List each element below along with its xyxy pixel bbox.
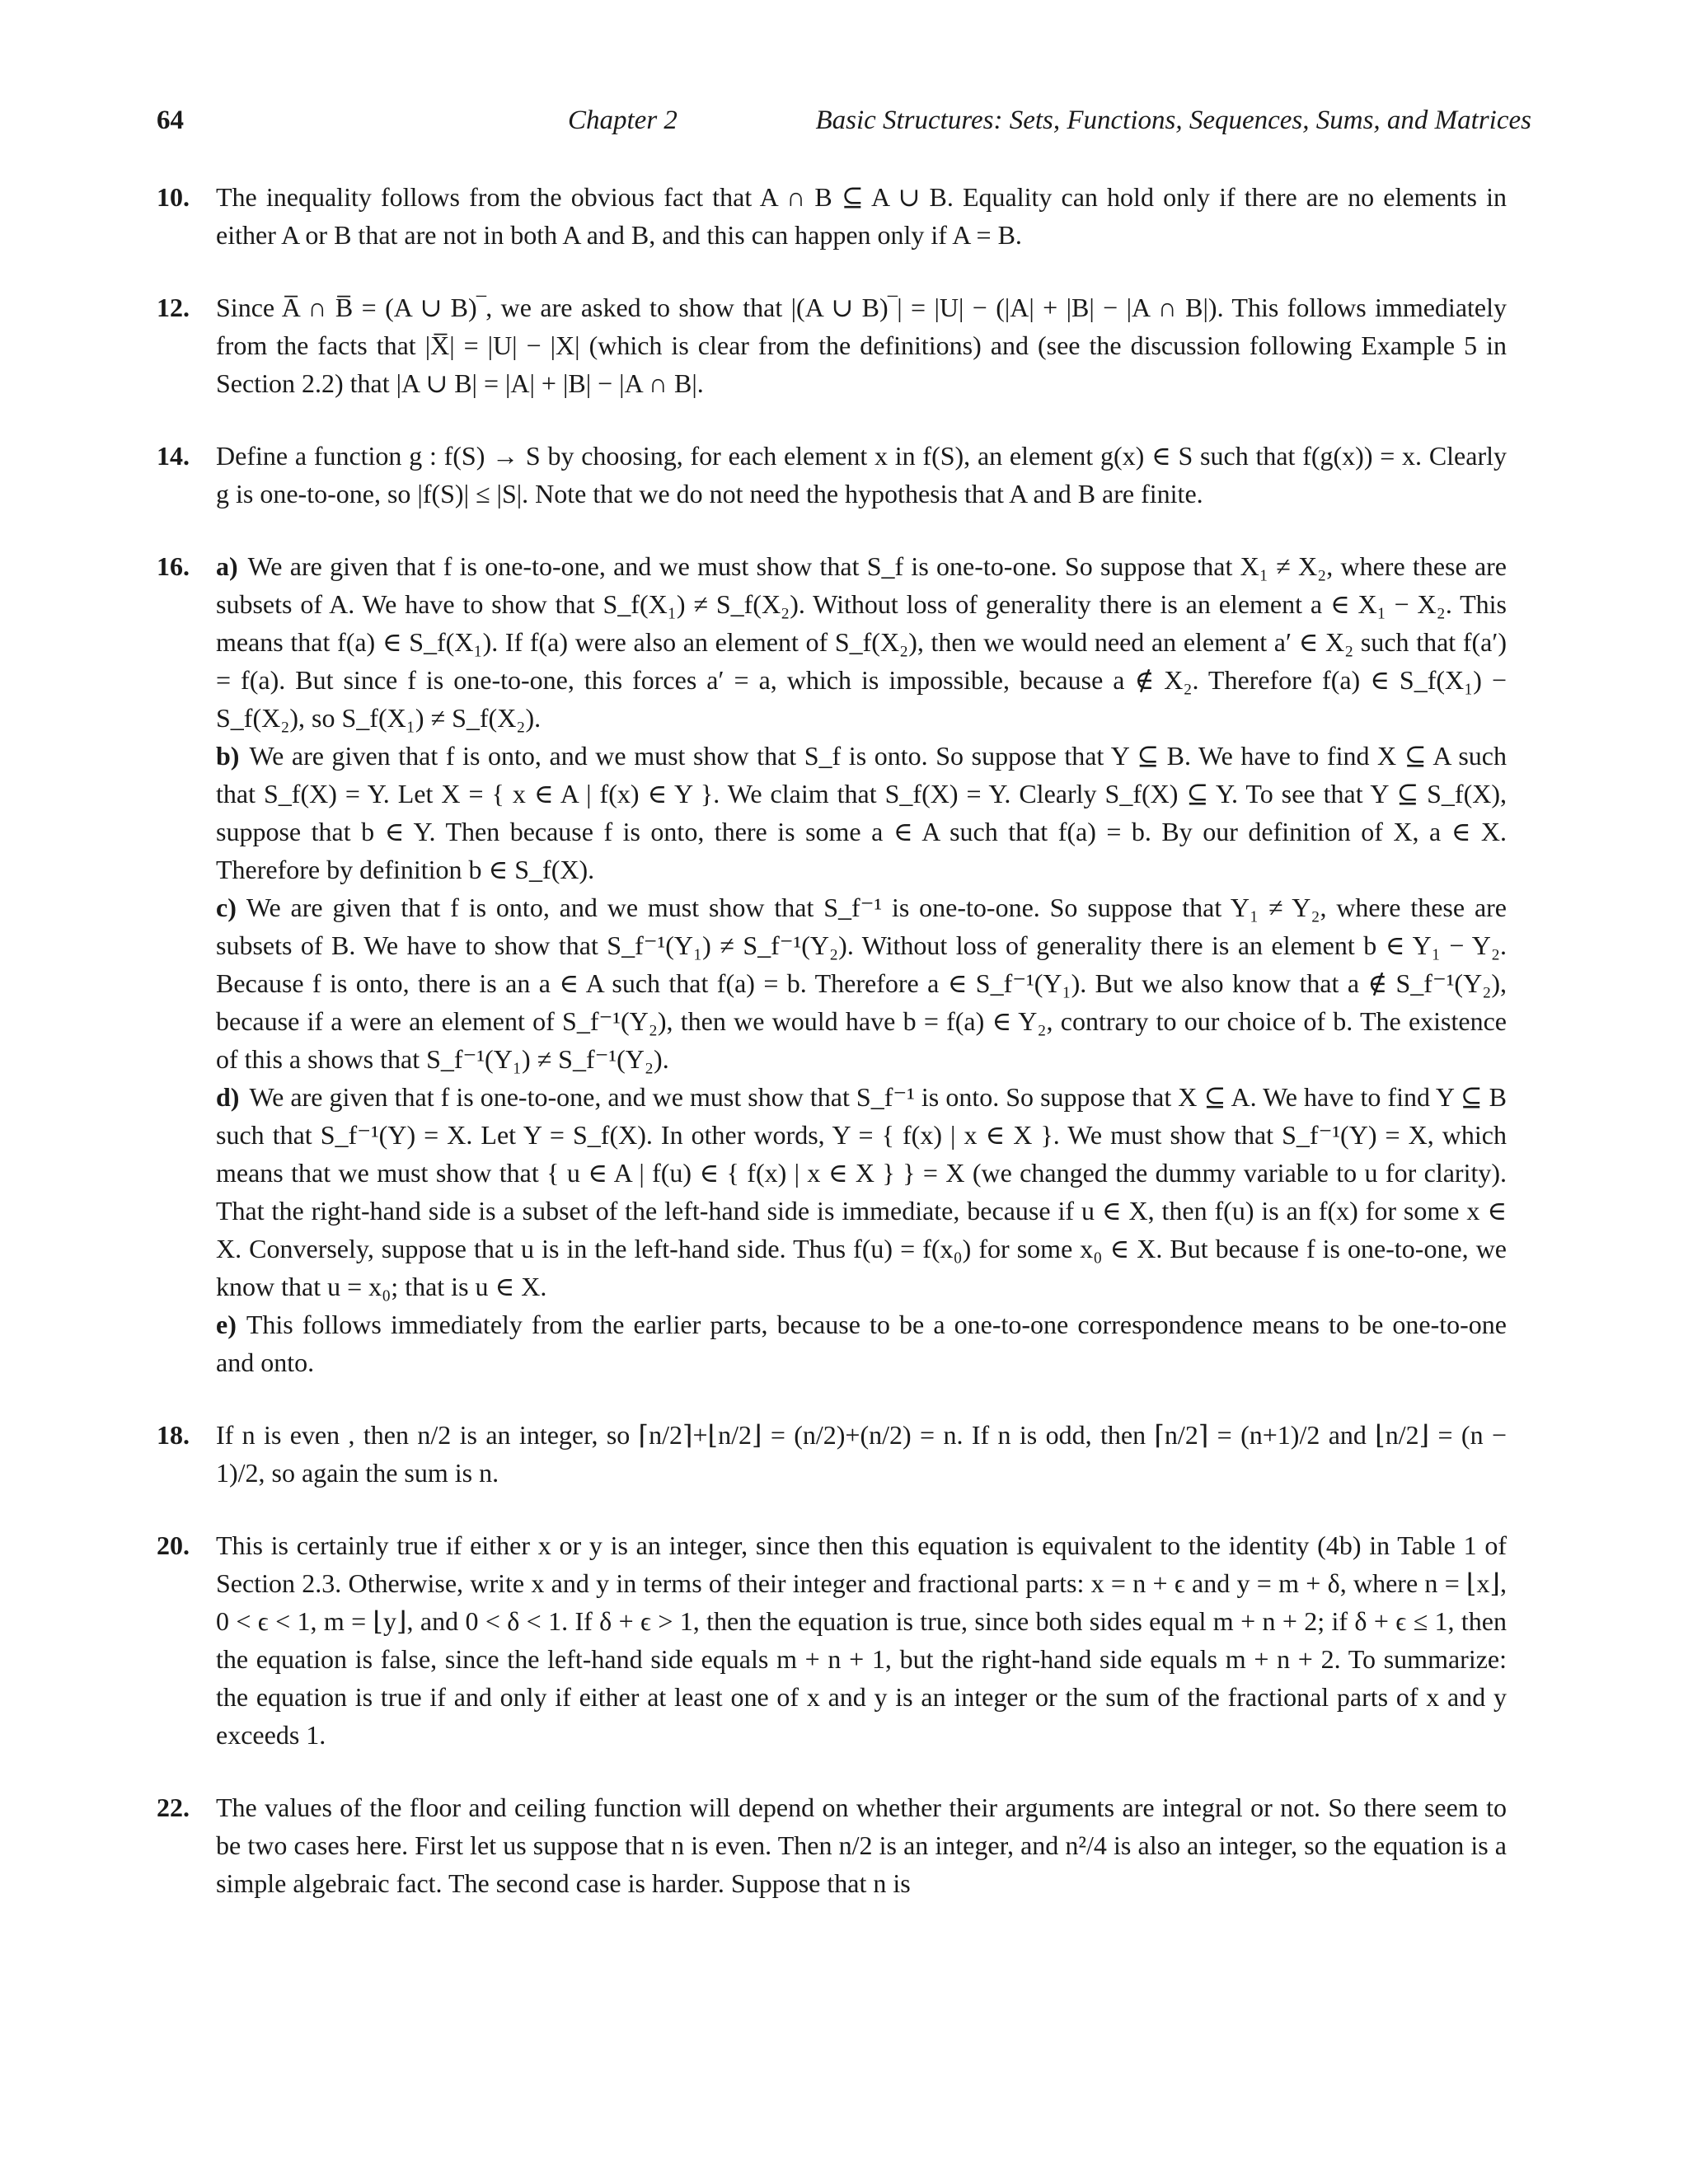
exercise-number: 14. [157,441,190,471]
part-text: We are given that f is onto, and we must show that S_f is onto. So suppose that Y ⊆ B. We have to find X ⊆ A such that S_f(X) = Y. Let X = { x ∈ A | f(x) ∈ Y }. We claim that S_f(X) = Y. Clearly S_f(X) ⊆ Y. To see that Y ⊆ S_f(X), suppose that b ∈ Y. Then because f is onto, there is some a ∈ A such that f(a) = b. By our definition of X, a ∈ X. Therefore by definition b ∈ S_f(X). [216,741,1507,884]
exercise-part-c [216,888,1507,1078]
exercise-number: 18. [157,1420,190,1450]
exercise-text: This is certainly true if either x or y is an integer, since then this equation is equivalent to the identity (4b) in Table 1 of Section 2.3. Otherwise, write x and y in terms of their integer and fractional parts: x = n + ϵ and y = m + δ, where n = ⌊x⌋, 0 < ϵ < 1, m = ⌊y⌋, and 0 < δ < 1. If δ + ϵ > 1, then the equation is true, since both sides equal m + n + 2; if δ + ϵ ≤ 1, then the equation is false, since the left-hand side equals m + n + 1, but the right-hand side equals m + n + 2. To summarize: the equation is true if and only if either at least one of x and y is an integer or the sum of the fractional parts of x and y exceeds 1. [216,1530,1507,1750]
exercise-number: 16. [157,551,190,581]
exercise-text: The values of the floor and ceiling function will depend on whether their arguments are integral or not. So there seem to be two cases here. First let us suppose that n is even. Then n/2 is an integer, and n²/4 is also an integer, so the equation is a simple algebraic fact. The second case is harder. Suppose that n is [216,1793,1507,1898]
exercise-part-a [216,547,1507,737]
exercise-part-b [216,737,1507,888]
part-text: We are given that f is one-to-one, and we must show that S_f is one-to-one. So suppose that X₁ ≠ X₂, where these are subsets of A. We have to show that S_f(X₁) ≠ S_f(X₂). Without loss of generality there is an element a ∈ X₁ − X₂. This means that f(a) ∈ S_f(X₁). If f(a) were also an element of S_f(X₂), then we would need an element a′ ∈ X₂ such that f(a′) = f(a). But since f is one-to-one, this forces a′ = a, which is impossible, because a ∉ X₂. Therefore f(a) ∈ S_f(X₁) − S_f(X₂), so S_f(X₁) ≠ S_f(X₂). [216,551,1507,733]
exercise-part-d [216,1078,1507,1305]
exercise-text: Since A̅ ∩ B̅ = (A ∪ B)‾, we are asked to show that |(A ∪ B)‾| = |U| − (|A| + |B| − |A ∩ B|). This follows immediately from the facts that |X̅| = |U| − |X| (which is clear from the definitions) and (see the discussion following Example 5 in Section 2.2) that |A ∪ B| = |A| + |B| − |A ∩ B|. [216,293,1507,398]
running-header [157,104,1531,137]
exercise-number: 20. [157,1530,190,1560]
exercise-number: 10. [157,182,190,212]
part-label: c) [216,893,237,922]
part-text: This follows immediately from the earlier parts, because to be a one-to-one correspondence means to be one-to-one and onto. [216,1310,1507,1377]
exercise-22 [157,1788,1507,1902]
exercise-part-e [216,1305,1507,1381]
part-label: b) [216,741,240,771]
exercise-text: If n is even , then n/2 is an integer, so ⌈n/2⌉+⌊n/2⌋ = (n/2)+(n/2) = n. If n is odd, then ⌈n/2⌉ = (n+1)/2 and ⌊n/2⌋ = (n − 1)/2, so again the sum is n. [216,1420,1507,1488]
exercise-text: Define a function g : f(S) → S by choosing, for each element x in f(S), an element g(x) ∈ S such that f(g(x)) = x. Clearly g is one-to-one, so |f(S)| ≤ |S|. Note that we do not need the hypothesis that A and B are finite. [216,441,1507,509]
exercise-text: The inequality follows from the obvious fact that A ∩ B ⊆ A ∪ B. Equality can hold only if there are no elements in either A or B that are not in both A and B, and this can happen only if A = B. [216,182,1507,250]
chapter-title: Basic Structures: Sets, Functions, Sequences, Sums, and Matrices [815,105,1531,135]
chapter-label: Chapter 2 [568,105,678,135]
exercise-18 [157,1416,1507,1492]
page-number: 64 [157,105,184,135]
exercise-10 [157,178,1507,254]
part-label: a) [216,551,238,581]
exercise-number: 12. [157,293,190,322]
part-text: We are given that f is one-to-one, and we must show that S_f⁻¹ is onto. So suppose that X ⊆ A. We have to find Y ⊆ B such that S_f⁻¹(Y) = X. Let Y = S_f(X). In other words, Y = { f(x) | x ∈ X }. We must show that S_f⁻¹(Y) = X, which means that we must show that { u ∈ A | f(u) ∈ { f(x) | x ∈ X } } = X (we changed the dummy variable to u for clarity). That the right-hand side is a subset of the left-hand side is immediate, because if u ∈ X, then f(u) is an f(x) for some x ∈ X. Conversely, suppose that u is in the left-hand side. Thus f(u) = f(x₀) for some x₀ ∈ X. But because f is one-to-one, we know that u = x₀; that is u ∈ X. [216,1082,1507,1301]
solutions-body [157,178,1507,1937]
exercise-16 [157,547,1507,1381]
exercise-12 [157,288,1507,402]
exercise-14 [157,437,1507,513]
part-text: We are given that f is onto, and we must show that S_f⁻¹ is one-to-one. So suppose that Y₁ ≠ Y₂, where these are subsets of B. We have to show that S_f⁻¹(Y₁) ≠ S_f⁻¹(Y₂). Without loss of generality there is an element b ∈ Y₁ − Y₂. Because f is onto, there is an a ∈ A such that f(a) = b. Therefore a ∈ S_f⁻¹(Y₁). But we also know that a ∉ S_f⁻¹(Y₂), because if a were an element of S_f⁻¹(Y₂), then we would have b = f(a) ∈ Y₂, contrary to our choice of b. The existence of this a shows that S_f⁻¹(Y₁) ≠ S_f⁻¹(Y₂). [216,893,1507,1074]
exercise-20 [157,1526,1507,1754]
part-label: d) [216,1082,240,1112]
exercise-number: 22. [157,1793,190,1822]
part-label: e) [216,1310,237,1339]
